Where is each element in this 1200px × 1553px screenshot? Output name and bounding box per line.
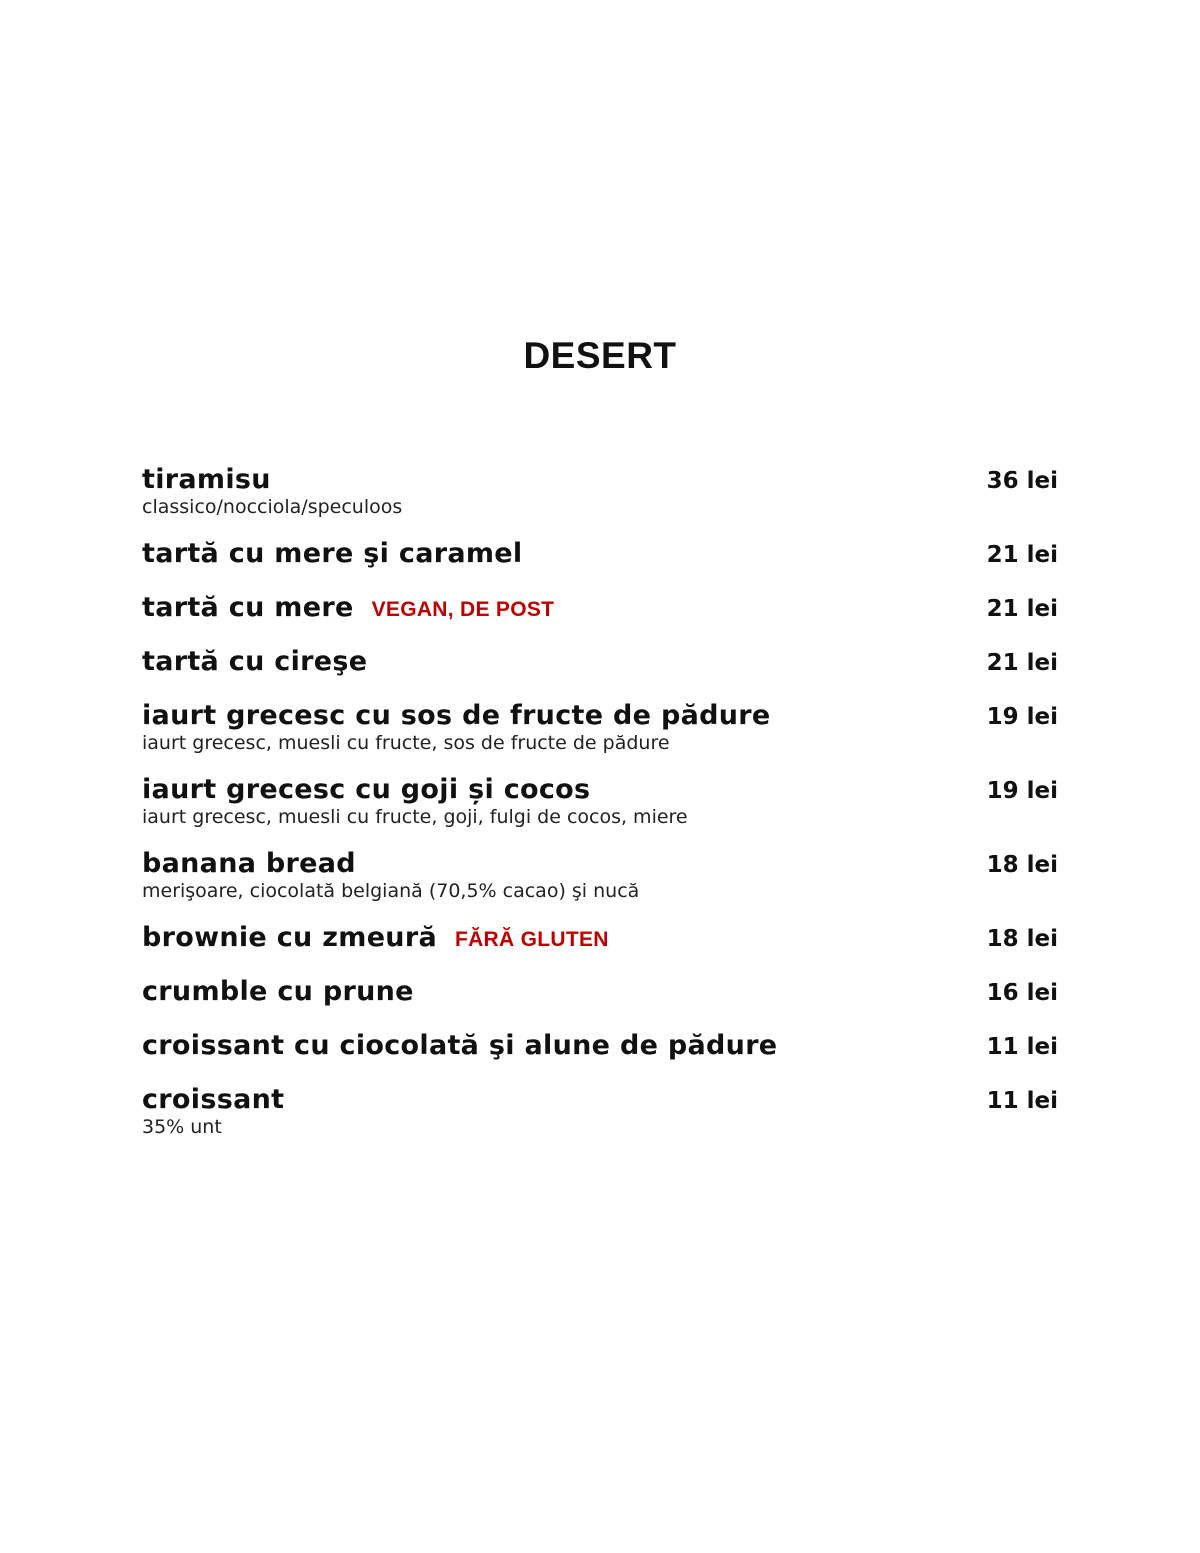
- item-name: croissant cu ciocolată şi alune de pădure: [142, 1030, 778, 1061]
- item-name-wrap: [142, 696, 771, 735]
- item-price: 19 lei: [986, 778, 1058, 804]
- item-name: tiramisu: [142, 464, 271, 495]
- item-name: tartă cu cireşe: [142, 646, 368, 677]
- item-name: iaurt grecesc cu goji și cocos: [142, 774, 591, 805]
- item-price: 11 lei: [986, 1088, 1058, 1114]
- item-price: 21 lei: [986, 650, 1058, 676]
- item-description: 35% unt: [142, 1116, 222, 1138]
- item-price: 19 lei: [986, 704, 1058, 730]
- item-name: iaurt grecesc cu sos de fructe de pădure: [142, 700, 771, 731]
- dietary-tag: VEGAN, DE POST: [371, 598, 555, 621]
- item-name: crumble cu prune: [142, 976, 414, 1007]
- menu-item-tarta-mere: [142, 588, 1058, 627]
- menu-item-tarta-mere-caramel: [142, 534, 1058, 573]
- item-price: 18 lei: [986, 926, 1058, 952]
- item-name: croissant: [142, 1084, 285, 1115]
- item-price: 36 lei: [986, 468, 1058, 494]
- item-row: [142, 844, 1058, 883]
- item-row: [142, 534, 1058, 573]
- menu-item-croissant-ciocolata: [142, 1026, 1058, 1065]
- item-price: 21 lei: [986, 596, 1058, 622]
- item-name-wrap: [142, 918, 609, 959]
- menu-item-iaurt-goji-cocos: [142, 770, 1058, 829]
- item-row: [142, 972, 1058, 1011]
- item-name-wrap: [142, 1080, 284, 1119]
- menu-item-brownie-zmeura: [142, 918, 1058, 957]
- item-description: iaurt grecesc, muesli cu fructe, sos de fructe de pădure: [142, 732, 670, 754]
- item-name: brownie cu zmeură: [142, 922, 437, 953]
- item-row: [142, 696, 1058, 735]
- item-price: 18 lei: [986, 852, 1058, 878]
- menu-item-iaurt-fructe-padure: [142, 696, 1058, 755]
- menu-item-tiramisu: [142, 460, 1058, 519]
- item-name: tartă cu mere şi caramel: [142, 538, 523, 569]
- item-price: 16 lei: [986, 980, 1058, 1006]
- item-row: [142, 588, 1058, 627]
- item-row: [142, 918, 1058, 957]
- item-name-wrap: [142, 844, 356, 883]
- item-description: merişoare, ciocolată belgiană (70,5% cacao) şi nucă: [142, 880, 640, 902]
- menu-item-banana-bread: [142, 844, 1058, 903]
- item-row: [142, 770, 1058, 809]
- item-name-wrap: [142, 534, 522, 573]
- item-name-wrap: [142, 770, 590, 809]
- item-description: classico/nocciola/speculoos: [142, 496, 403, 518]
- item-name-wrap: [142, 1026, 777, 1065]
- item-name-wrap: [142, 460, 271, 499]
- item-name: banana bread: [142, 848, 356, 879]
- item-description: iaurt grecesc, muesli cu fructe, goji, fulgi de cocos, miere: [142, 806, 688, 828]
- item-row: [142, 1026, 1058, 1065]
- item-row: [142, 1080, 1058, 1119]
- page-title: DESERT: [523, 335, 677, 376]
- menu-item-tarta-cirese: [142, 642, 1058, 681]
- item-name-wrap: [142, 972, 414, 1011]
- item-name: tartă cu mere: [142, 592, 354, 623]
- dietary-tag: FĂRĂ GLUTEN: [454, 928, 609, 951]
- item-row: [142, 642, 1058, 681]
- item-price: 11 lei: [986, 1034, 1058, 1060]
- item-price: 21 lei: [986, 542, 1058, 568]
- menu-item-crumble-prune: [142, 972, 1058, 1011]
- item-name-wrap: [142, 588, 554, 629]
- menu-list: [142, 460, 1058, 1154]
- item-name-wrap: [142, 642, 367, 681]
- menu-item-croissant: [142, 1080, 1058, 1139]
- item-row: [142, 460, 1058, 499]
